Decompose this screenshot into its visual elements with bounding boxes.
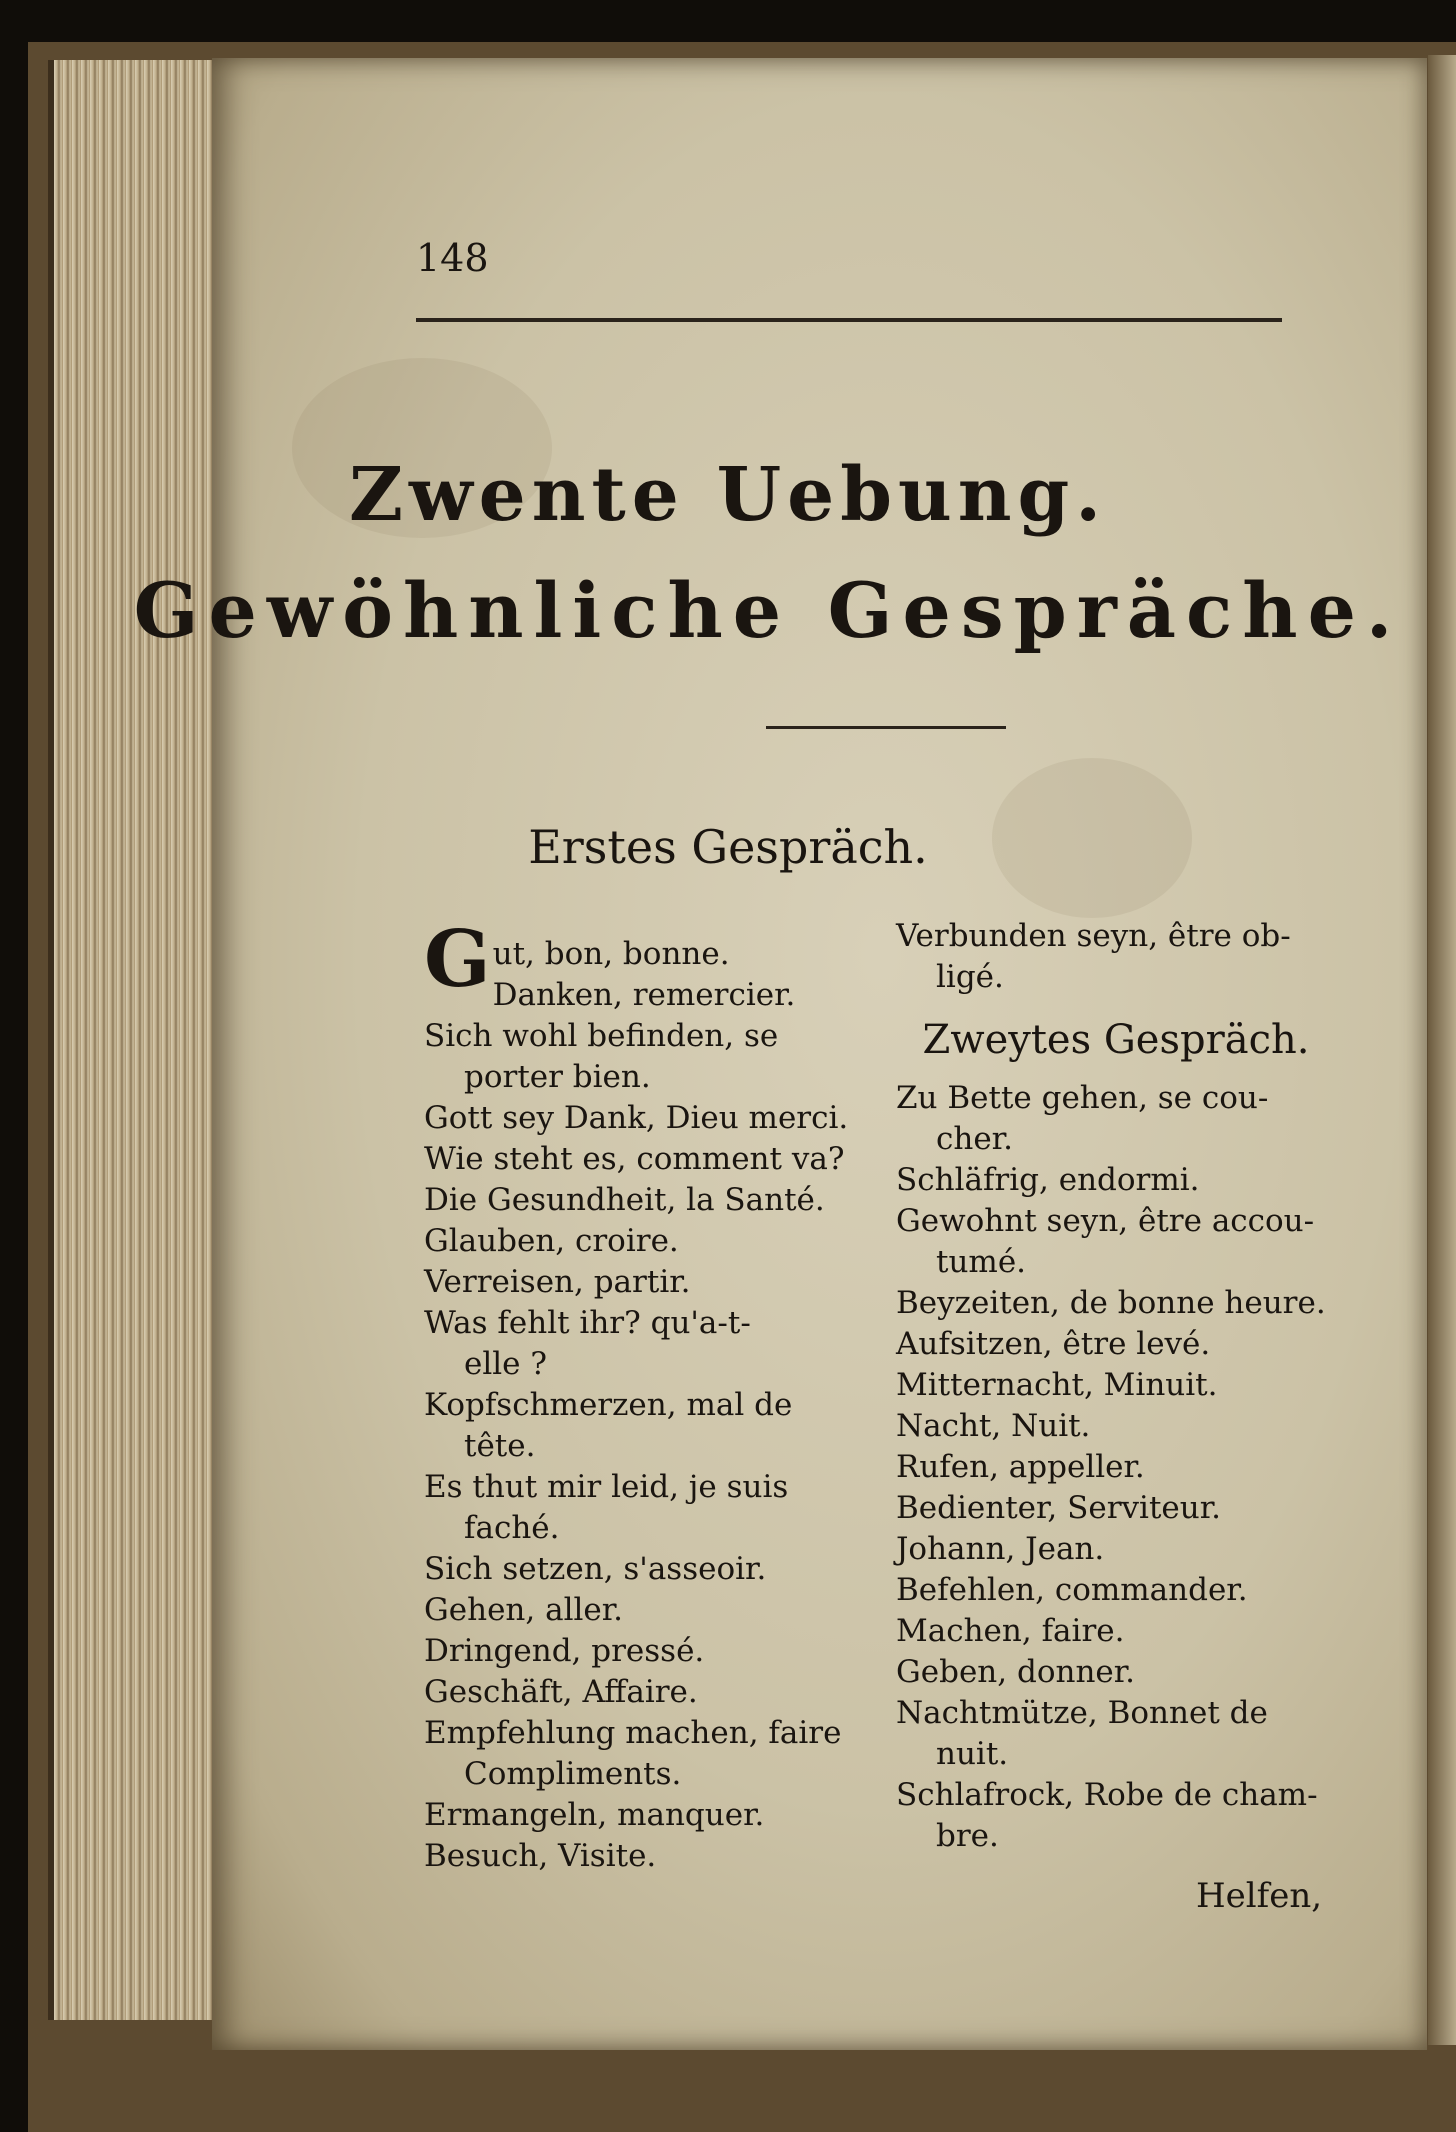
vocab-entry: Ermangeln, manquer. [424,1797,765,1833]
vocab-entry: Gehen, aller. [424,1592,624,1628]
vocab-entry: Verbunden seyn, être ob- [896,918,1291,954]
header-rule [416,318,1282,322]
vocab-entry-continuation: bre. [936,1818,999,1854]
page-number: 148 [416,236,489,280]
vocab-entry: Mitternacht, Minuit. [896,1367,1218,1403]
vocab-entry-continuation: faché. [464,1510,560,1546]
vocab-entry-continuation: Compliments. [464,1756,682,1792]
vocab-entry: Glauben, croire. [424,1223,679,1259]
vocab-entry: Zu Bette gehen, se cou- [896,1080,1269,1116]
facing-page-edge [1428,55,1456,2045]
vocab-entry: Machen, faire. [896,1613,1125,1649]
vocab-entry-rest: ut, bon, bonne. [492,936,730,972]
vocab-entry: Besuch, Visite. [424,1838,657,1874]
vocab-entry: Gewohnt seyn, être accou- [896,1203,1315,1239]
vocab-entry: Geben, donner. [896,1654,1136,1690]
vocab-entry: Verreisen, partir. [424,1264,691,1300]
vocab-entry: Danken, remercier. [492,977,796,1013]
vocab-entry: Rufen, appeller. [896,1449,1145,1485]
vocab-entry: Empfehlung machen, faire [424,1715,842,1751]
vocab-entry: Aufsitzen, être levé. [896,1326,1211,1362]
vocab-entry: Gott sey Dank, Dieu merci. [424,1100,849,1136]
vocab-entry-continuation: nuit. [936,1736,1009,1772]
vocab-entry-continuation: tête. [464,1428,536,1464]
vocab-entry: Wie steht es, comment va? [424,1141,845,1177]
vocab-entry: Schläfrig, endormi. [896,1162,1200,1198]
vocab-entry-continuation: elle ? [464,1346,547,1382]
vocab-entry: Geschäft, Affaire. [424,1674,698,1710]
vocab-entry: Es thut mir leid, je suis [424,1469,789,1505]
vocab-entry-continuation: cher. [936,1121,1013,1157]
page-edges [48,60,229,2020]
chapter-title: Zwente Uebung. [348,452,1108,538]
vocab-entry: Sich wohl befinden, se [424,1018,779,1054]
vocab-entry: Sich setzen, s'asseoir. [424,1551,767,1587]
vocab-entry: Nacht, Nuit. [896,1408,1091,1444]
drop-cap: G [424,914,491,1005]
vocab-list-right [896,1078,1336,1857]
vocab-entry: Schlafrock, Robe de cham- [896,1777,1318,1813]
vocab-entry: Was fehlt ihr? qu'a-t- [424,1305,751,1341]
vocab-entry: Kopfschmerzen, mal de [424,1387,793,1423]
vocab-entry-continuation: tumé. [936,1244,1027,1280]
vocab-entry-continuation: ligé. [936,959,1004,995]
vocab-entry: Nachtmütze, Bonnet de [896,1695,1268,1731]
vocab-entry: Dringend, pressé. [424,1633,705,1669]
vocab-entry-continuation: porter bien. [464,1059,651,1095]
vocab-entry: Die Gesundheit, la Santé. [424,1182,825,1218]
title-divider [766,726,1006,729]
catchword: Helfen, [1196,1876,1323,1916]
section-heading: Erstes Gespräch. [528,820,928,874]
vocabulary-column-right [896,916,1336,1857]
section-heading-2: Zweytes Gespräch. [922,1017,1310,1063]
vocab-entry: Beyzeiten, de bonne heure. [896,1285,1326,1321]
vocab-entry: Befehlen, commander. [896,1572,1248,1608]
vocabulary-column-left [424,916,864,1877]
vocab-entry: Johann, Jean. [896,1531,1105,1567]
vocab-entry: Bedienter, Serviteur. [896,1490,1221,1526]
chapter-subtitle: Gewöhnliche Gespräche. [133,566,1403,655]
